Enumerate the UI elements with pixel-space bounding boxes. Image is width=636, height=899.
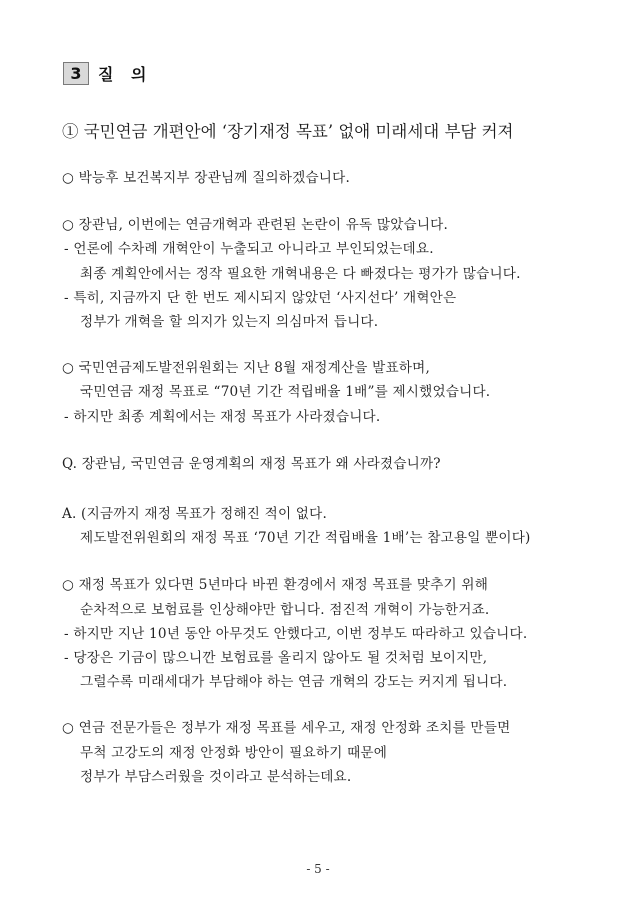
paragraph-line: - 특히, 지금까지 단 한 번도 제시되지 않았던 ‘사지선다’ 개혁안은 bbox=[64, 290, 457, 306]
paragraph-line: 정부가 개혁을 할 의지가 있는지 의심마저 듭니다. bbox=[80, 314, 379, 330]
section-number-box: 3 bbox=[63, 62, 89, 85]
paragraph-line: 그럴수록 미래세대가 부담해야 하는 연금 개혁의 강도는 커지게 됩니다. bbox=[80, 674, 508, 690]
paragraph-line: - 언론에 수차례 개혁안이 누출되고 아니라고 부인되었는데요. bbox=[64, 241, 434, 257]
paragraph-line: 무척 고강도의 재정 안정화 방안이 필요하기 때문에 bbox=[80, 745, 388, 761]
section-header bbox=[63, 62, 152, 85]
paragraph-line: ○ 박능후 보건복지부 장관님께 질의하겠습니다. bbox=[62, 170, 350, 186]
paragraph-line: 최종 계획안에서는 정작 필요한 개혁내용은 다 빠졌다는 평가가 많습니다. bbox=[80, 266, 521, 282]
paragraph-line: ○ 국민연금제도발전위원회는 지난 8월 재정계산을 발표하며, bbox=[62, 360, 430, 376]
question-line: Q. 장관님, 국민연금 운영계획의 재정 목표가 왜 사라졌습니까? bbox=[62, 456, 441, 472]
answer-line: 제도발전위원회의 재정 목표 ‘70년 기간 적립배율 1배’는 참고용일 뿐이다) bbox=[80, 530, 531, 546]
paragraph-line: - 하지만 최종 계획에서는 재정 목표가 사라졌습니다. bbox=[64, 409, 381, 425]
paragraph-line: 정부가 부담스러웠을 것이라고 분석하는데요. bbox=[80, 769, 352, 785]
paragraph-line: ○ 연금 전문가들은 정부가 재정 목표를 세우고, 재정 안정화 조치를 만들면 bbox=[62, 720, 511, 736]
paragraph-line: ○ 재정 목표가 있다면 5년마다 바뀐 환경에서 재정 목표를 맞추기 위해 bbox=[62, 577, 489, 593]
answer-line: A. (지금까지 재정 목표가 정해진 적이 없다. bbox=[62, 506, 327, 522]
paragraph-line: 순차적으로 보험료를 인상해야만 합니다. 점진적 개혁이 가능한거죠. bbox=[80, 602, 490, 618]
topic-heading: ① 국민연금 개편안에 ‘장기재정 목표’ 없애 미래세대 부담 커져 bbox=[62, 122, 514, 141]
paragraph-line: ○ 장관님, 이번에는 연금개혁과 관련된 논란이 유독 많았습니다. bbox=[62, 217, 449, 233]
page-number: - 5 - bbox=[306, 862, 330, 876]
paragraph-line: 국민연금 재정 목표로 “70년 기간 적립배율 1배”를 제시했었습니다. bbox=[80, 384, 491, 400]
paragraph-line: - 하지만 지난 10년 동안 아무것도 안했다고, 이번 정부도 따라하고 있습니다. bbox=[64, 626, 528, 642]
paragraph-line: - 당장은 기금이 많으니깐 보험료를 올리지 않아도 될 것처럼 보이지만, bbox=[64, 650, 488, 666]
section-title: 질 의 bbox=[98, 65, 153, 84]
